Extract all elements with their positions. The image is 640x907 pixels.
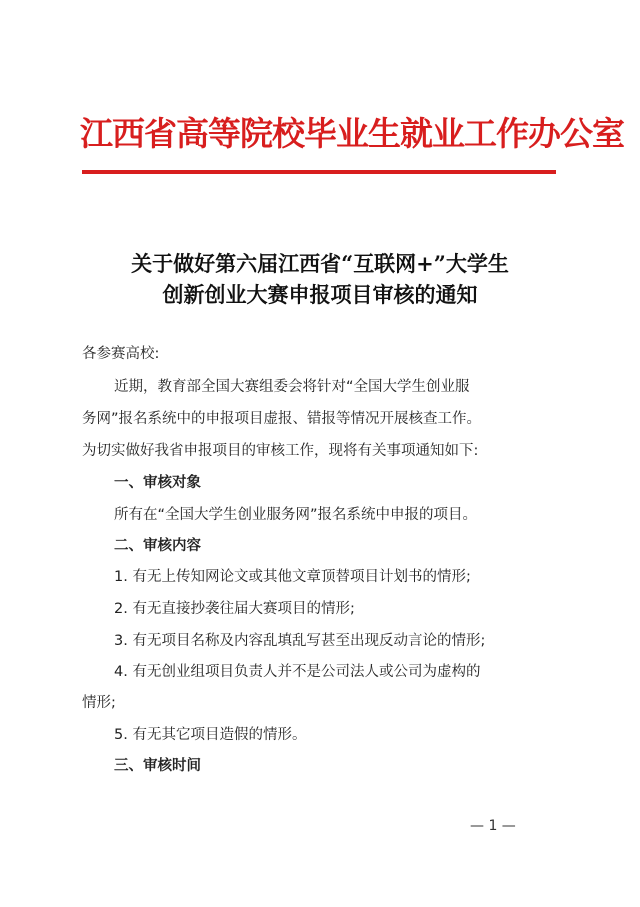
section-2-item-1: 1. 有无上传知网论文或其他文章顶替项目计划书的情形; [114,569,471,585]
section-2-item-2: 2. 有无直接抄袭往届大赛项目的情形; [114,601,355,617]
section-1-heading: 一、审核对象 [114,475,201,491]
document-title-line-2: 创新创业大赛申报项目审核的通知 [162,282,478,307]
section-2-heading: 二、审核内容 [114,538,201,554]
section-2-item-3: 3. 有无项目名称及内容乱填乱写甚至出现反动言论的情形; [114,633,486,649]
org-letterhead: 江西省高等院校毕业生就业工作办公室 [80,114,624,153]
section-3-heading: 三、审核时间 [114,758,201,774]
section-2-item-4: 4. 有无创业组项目负责人并不是公司法人或公司为虚构的 [114,664,481,680]
section-2-item-4-cont: 情形; [82,695,116,711]
intro-line-1: 近期，教育部全国大赛组委会将针对“全国大学生创业服 [114,379,470,395]
section-2-item-5: 5. 有无其它项目造假的情形。 [114,727,307,743]
section-1-body: 所有在“全国大学生创业服务网”报名系统中申报的项目。 [114,507,478,523]
intro-line-3: 为切实做好我省申报项目的审核工作，现将有关事项通知如下: [82,443,479,459]
intro-line-2: 务网”报名系统中的申报项目虚报、错报等情况开展核查工作。 [82,411,482,427]
red-divider-line [82,170,556,174]
document-title-line-1: 关于做好第六届江西省“互联网+”大学生 [131,251,509,276]
page-number: — 1 — [470,818,516,834]
salutation: 各参赛高校: [82,346,160,362]
